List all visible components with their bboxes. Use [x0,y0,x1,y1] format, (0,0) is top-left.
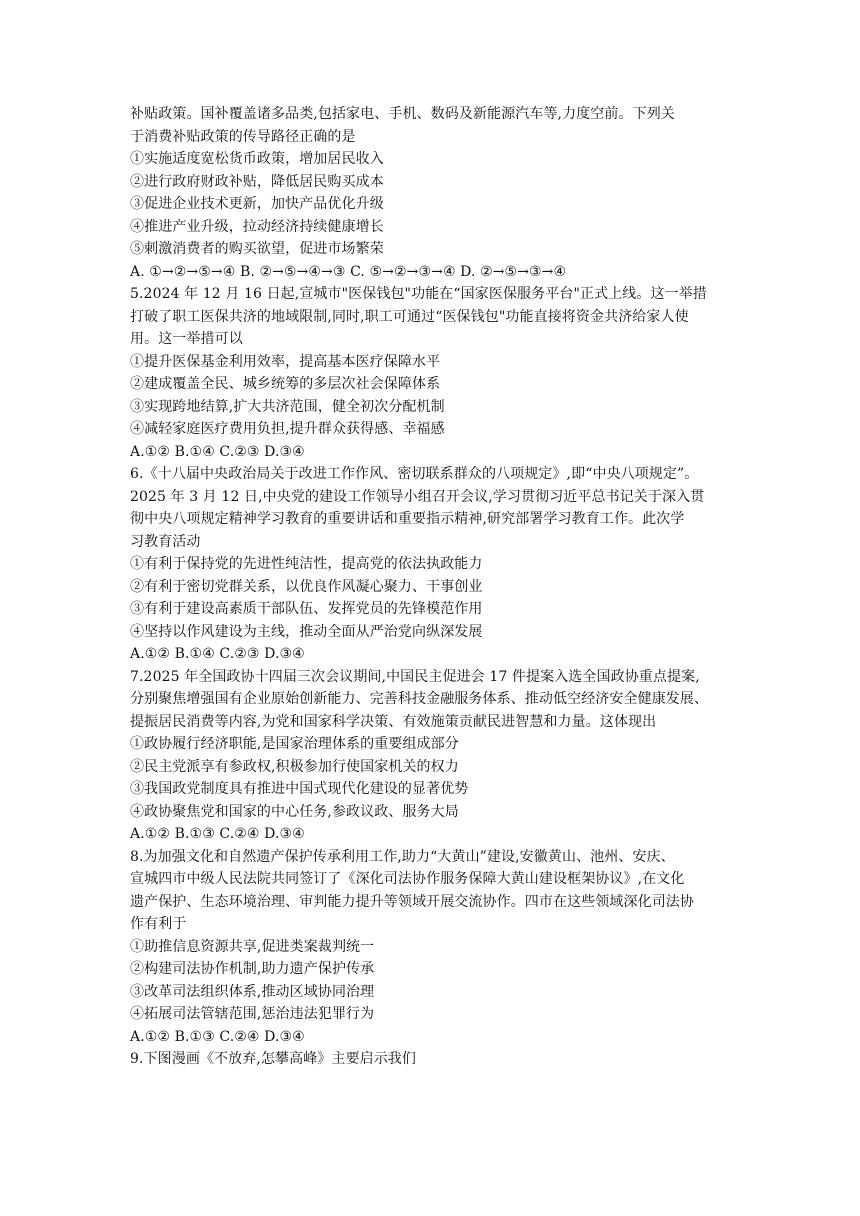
text-line: ①有利于保持党的先进性纯洁性，提高党的依法执政能力 [130,556,483,572]
text-line: ③实现跨地结算,扩大共济范围，健全初次分配机制 [130,398,445,415]
text-line: ④坚持以作风建设为主线，推动全面从严治党向纵深发展 [130,623,483,640]
text-line: ①实施适度宽松货币政策，增加居民收入 [130,151,384,167]
text-line: ①提升医保基金利用效率，提高基本医疗保障水平 [130,353,441,370]
text-line: A. ①→②→⑤→④ B. ②→⑤→④→③ C. ⑤→②→③→④ D. ②→⑤→③→④ [130,263,567,280]
text-line: A.①② B.①④ C.②③ D.③④ [130,443,305,460]
text-line: 打破了职工医保共济的地域限制,同时,职工可通过“医保钱包"功能直接将资金共济给家人使 [130,308,689,325]
text-line: ④减轻家庭医疗费用负担,提升群众获得感、幸福感 [130,421,445,437]
text-line: 补贴政策。国补覆盖诸多品类,包括家电、手机、数码及新能源汽车等,力度空前。下列关 [130,106,675,122]
text-line: A.①② B.①③ C.②④ D.③④ [130,826,305,842]
text-line: 用。这一举措可以 [130,331,243,347]
text-line: ③促进企业技术更新，加快产品优化升级 [130,196,384,212]
text-line: ③有利于建设高素质干部队伍、发挥党员的先锋模范作用 [130,601,483,617]
text-line: 宣城四市中级人民法院共同签订了《深化司法协作服务保障大黄山建设框架协议》,在文化 [130,871,685,887]
document-page [130,103,730,1071]
text-line: ③改革司法组织体系,推动区域协同治理 [130,983,375,1000]
text-line: 于消费补贴政策的传导路径正确的是 [130,128,356,145]
text-line: 分别聚焦增强国有企业原始创新能力、完善科技金融服务体系、推动低空经济安全健康发展、 [130,691,709,707]
text-line: 彻中央八项规定精神学习教育的重要讲话和重要指示精神,研究部署学习教育工作。此次学 [130,511,685,527]
text-line: 2025 年 3 月 12 日,中央党的建设工作领导小组召开会议,学习贯彻习近平总书记关于深入贯 [130,488,705,505]
text-line: A.①② B.①③ C.②④ D.③④ [130,1028,305,1045]
text-line: 6.《十八届中央政治局关于改进工作作风、密切联系群众的八项规定》,即“中央八项规定”。 [130,466,699,482]
text-line: ③我国政党制度具有推进中国式现代化建设的显著优势 [130,781,469,797]
text-line: ②建成覆盖全民、城乡统筹的多层次社会保障体系 [130,376,441,392]
text-line: ②构建司法协作机制,助力遗产保护传承 [130,961,375,977]
text-line: 作有利于 [130,916,187,932]
text-line: ④政协聚焦党和国家的中心任务,参政议政、服务大局 [130,803,459,820]
text-line: 8.为加强文化和自然遗产保护传承利用工作,助力“大黄山”建设,安徽黄山、池州、安庆、 [130,848,675,865]
text-line: ①政协履行经济职能,是国家治理体系的重要组成部分 [130,736,459,752]
text-line: A.①② B.①④ C.②③ D.③④ [130,646,305,662]
text-line: ②有利于密切党群关系，以优良作风凝心聚力、干事创业 [130,578,483,595]
text-line: 习教育活动 [130,533,201,550]
text-line: ②进行政府财政补贴，降低居民购买成本 [130,173,384,190]
text-line: 5.2024 年 12 月 16 日起,宣城市"医保钱包"功能在“国家医保服务平台"正式上线。这一举措 [130,286,707,302]
text-line: ①助推信息资源共享,促进类案裁判统一 [130,938,375,955]
text-line: 9.下图漫画《不放弃,怎攀高峰》主要启示我们 [130,1051,417,1067]
text-line: ④拓展司法管辖范围,惩治违法犯罪行为 [130,1006,375,1022]
text-line: ②民主党派享有参政权,积极参加行使国家机关的权力 [130,758,459,775]
text-line: 遗产保护、生态环境治理、审判能力提升等领域开展交流协作。四市在这些领域深化司法协 [130,893,694,910]
text-line: 7.2025 年全国政协十四届三次会议期间,中国民主促进会 17 件提案入选全国政协重点提案, [130,668,700,685]
text-line: 提振居民消费等内容,为党和国家科学决策、有效施策贡献民进智慧和力量。这体现出 [130,713,657,730]
text-line: ⑤刺激消费者的购买欲望，促进市场繁荣 [130,241,384,257]
text-line: ④推进产业升级，拉动经济持续健康增长 [130,218,384,235]
